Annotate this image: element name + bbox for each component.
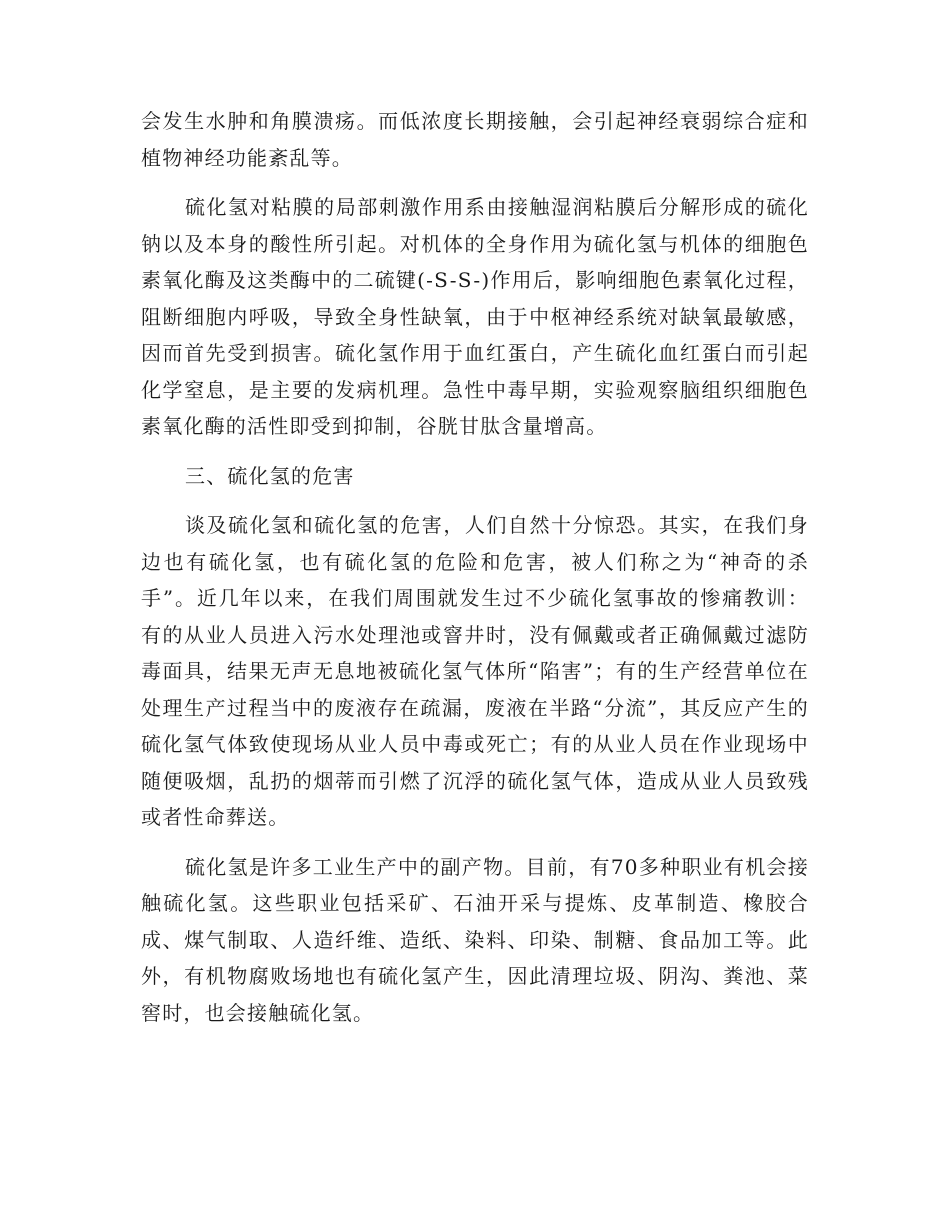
paragraph-hazards: 谈及硫化氢和硫化氢的危害，人们自然十分惊恐。其实，在我们身边也有硫化氢，也有硫化氢的危险和危害，被人们称之为“神奇的杀手”。近几年以来，在我们周围就发生过不少硫化氢事故的惨痛教训：有的从业人员进入污水处理池或窨井时，没有佩戴或者正确佩戴过滤防毒面具，结果无声无息地被硫化氢气体所“陷害”；有的生产经营单位在处理生产过程当中的废液存在疏漏，废液在半路“分流”，其反应产生的硫化氢气体致使现场从业人员中毒或死亡；有的从业人员在作业现场中随便吸烟，乱扔的烟蒂而引燃了沉浮的硫化氢气体，造成从业人员致残或者性命葬送。 bbox=[141, 513, 809, 829]
paragraph-mechanism: 硫化氢对粘膜的局部刺激作用系由接触湿润粘膜后分解形成的硫化钠以及本身的酸性所引起。对机体的全身作用为硫化氢与机体的细胞色素氧化酶及这类酶中的二硫键(-S-S-)作用后，影响细胞色素氧化过程，阻断细胞内呼吸，导致全身性缺氧，由于中枢神经系统对缺氧最敏感，因而首先受到损害。硫化氢作用于血红蛋白，产生硫化血红蛋白而引起化学窒息，是主要的发病机理。急性中毒早期，实验观察脑组织细胞色素氧化酶的活性即受到抑制，谷胱甘肽含量增高。 bbox=[141, 195, 809, 438]
paragraph-continuation: 会发生水肿和角膜溃疡。而低浓度长期接触，会引起神经衰弱综合症和植物神经功能紊乱等。 bbox=[141, 109, 809, 170]
document-body bbox=[141, 103, 809, 1031]
section-heading: 三、硫化氢的危害 bbox=[185, 463, 355, 488]
paragraph-occupations: 硫化氢是许多工业生产中的副产物。目前，有70多种职业有机会接触硫化氢。这些职业包括采矿、石油开采与提炼、皮革制造、橡胶合成、煤气制取、人造纤维、造纸、染料、印染、制糖、食品加工等。此外，有机物腐败场地也有硫化氢产生，因此清理垃圾、阴沟、粪池、菜窖时，也会接触硫化氢。 bbox=[141, 854, 809, 1025]
